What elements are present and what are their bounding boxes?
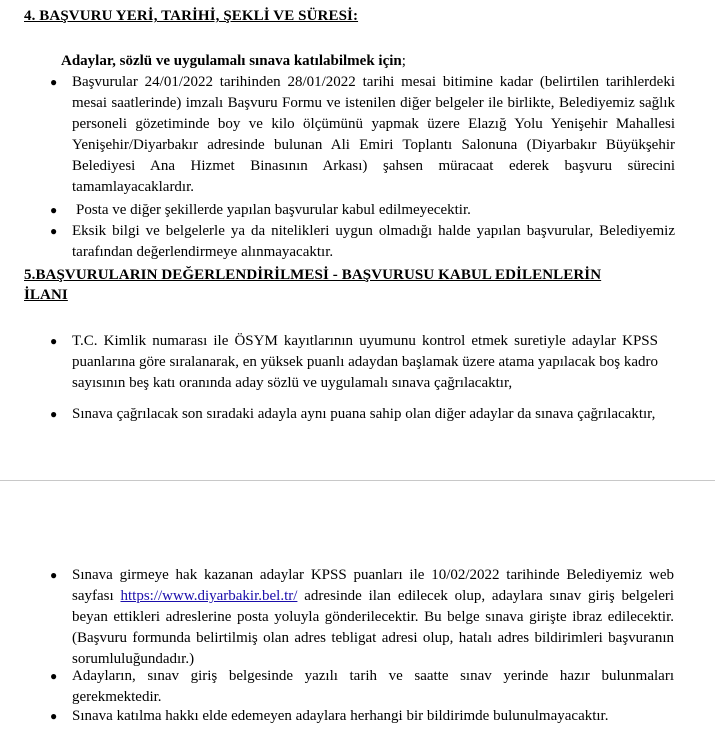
- section-5-heading-line-2: İLANI: [24, 287, 68, 303]
- bullet-text: Sınava çağrılacak son sıradaki adayla aynı puana sahip olan diğer adaylar da sınava çağrılacaktır,: [72, 406, 656, 422]
- website-link[interactable]: https://www.diyarbakir.bel.tr/: [120, 588, 298, 604]
- bullet-text: T.C. Kimlik numarası ile ÖSYM kayıtlarının uyumunu kontrol etmek suretiyle adaylar KPSS puanlarına göre sıralanarak, en yüksek puanlı adaydan başlamak üzere atama yapılacak boş kadro sayısının beş katı oranında aday sözlü ve uygulamalı sınava çağrılacaktır,: [72, 333, 658, 391]
- section-4-heading: 4. BAŞVURU YERİ, TARİHİ, ŞEKLİ VE SÜRESİ:: [24, 8, 359, 24]
- intro-tail: ;: [401, 53, 406, 69]
- bullet-text-part: adresinde ilan edilecek olup, adaylara sınav giriş belgeleri beyan ettikleri adreslerine posta yoluyla gönderilecektir. Bu belge sınava girişte ibraz edilecektir. (Başvuru formunda belirtilmiş olan adres tebligat adresi olup, hatalı adres bildirimleri başvuranın sorumluluğundadır.): [72, 588, 675, 667]
- bullet-icon: ●: [50, 75, 58, 89]
- bullet-text: Posta ve diğer şekillerde yapılan başvurular kabul edilmeyecektir.: [76, 202, 471, 218]
- section-5-heading-line-1: 5.BAŞVURULARIN DEĞERLENDİRİLMESİ - BAŞVURUSU KABUL EDİLENLERİN: [24, 267, 602, 283]
- bullet-text: [72, 565, 674, 670]
- bullet-text: Başvurular 24/01/2022 tarihinden 28/01/2022 tarihi mesai bitimine kadar (belirtilen tarihlerdeki mesai saatlerinde) imzalı Başvuru Formu ve istenilen diğer belgeler ile birlikte, Belediyemiz sağlık personeli gözetiminde boy ve kilo ölçümünü yapmak üzere Elazığ Yolu Yenişehir Mahallesi Yenişehir/Diyarbakır adresinde bulunan Ali Emiri Toplantı Salonuna (Diyarbakır Büyükşehir Belediyesi Ana Hizmet Binasının Arkası) şahsen müracaat ederek başvuru sürecini tamamlayacaklardır.: [72, 74, 675, 195]
- section-4-intro: [61, 51, 406, 71]
- bullet-icon: ●: [50, 224, 58, 238]
- bullet-text: Adayların, sınav giriş belgesinde yazılı tarih ve saatte sınav yerinde hazır bulunmaları gerekmektedir.: [72, 668, 674, 705]
- bullet-text: Eksik bilgi ve belgelerle ya da nitelikleri uygun olmadığı halde yapılan başvurular, Belediyemiz tarafından değerlendirmeye alınmayacaktır.: [72, 223, 675, 260]
- bullet-icon: ●: [50, 709, 58, 723]
- bullet-icon: ●: [50, 407, 58, 421]
- page-gap: [0, 463, 715, 481]
- bullet-text-part: Sınava girmeye hak kazanan adaylar KPSS puanları ile 10/02/2022 tarihinde Belediyemiz web sayfası: [72, 567, 674, 604]
- document-page-2: [0, 481, 715, 741]
- bullet-icon: ●: [50, 669, 58, 683]
- bullet-icon: ●: [50, 203, 58, 217]
- intro-bold-text: Adaylar, sözlü ve uygulamalı sınava katılabilmek için: [61, 53, 402, 69]
- bullet-icon: ●: [50, 568, 58, 582]
- bullet-icon: ●: [50, 334, 58, 348]
- bullet-text: Sınava katılma hakkı elde edemeyen adaylara herhangi bir bildirimde bulunulmayacaktır.: [72, 708, 609, 724]
